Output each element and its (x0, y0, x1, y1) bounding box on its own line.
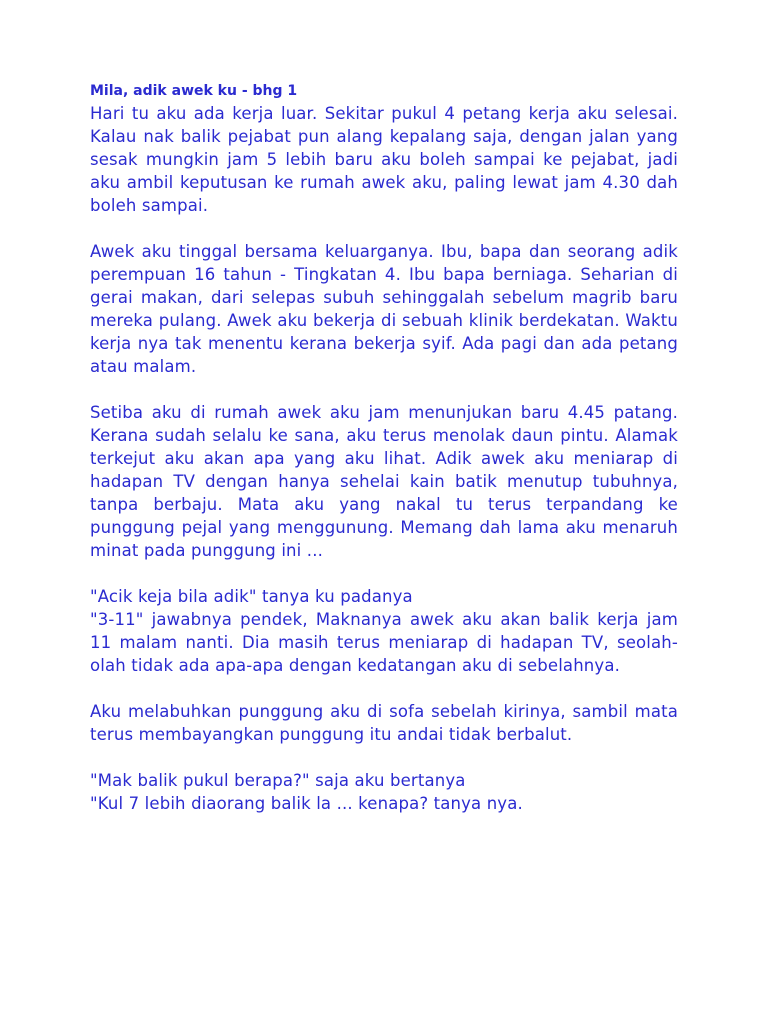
paragraph-4: "3-11" jawabnya pendek, Maknanya awek aku akan balik kerja jam 11 malam nanti. Dia masih terus meniarap di hadapan TV, seolah-olah tidak ada apa-apa dengan kedatangan aku di sebelahnya. (90, 610, 678, 675)
dialogue-line-2: "Mak balik pukul berapa?" saja aku bertanya (90, 771, 466, 790)
document-title: Mila, adik awek ku - bhg 1 (90, 83, 298, 99)
paragraph-5: Aku melabuhkan punggung aku di sofa sebelah kirinya, sambil mata terus membayangkan punggung itu andai tidak berbalut. (90, 702, 678, 744)
paragraph-1: Hari tu aku ada kerja luar. Sekitar pukul 4 petang kerja aku selesai. Kalau nak balik pejabat pun alang kepalang saja, dengan jalan yang sesak mungkin jam 5 lebih baru aku boleh sampai ke pejabat, jadi aku ambil keputusan ke rumah awek aku, paling lewat jam 4.30 dah boleh sampai. (90, 104, 678, 215)
dialogue-line-1: "Acik keja bila adik" tanya ku padanya (90, 587, 413, 606)
dialogue-line-3: "Kul 7 lebih diaorang balik la ... kenapa? tanya nya. (90, 794, 523, 813)
paragraph-2: Awek aku tinggal bersama keluarganya. Ibu, bapa dan seorang adik perempuan 16 tahun - Tingkatan 4. Ibu bapa berniaga. Seharian di gerai makan, dari selepas subuh sehinggalah sebelum magrib baru mereka pulang. Awek aku bekerja di sebuah klinik berdekatan. Waktu kerja nya tak menentu kerana bekerja syif. Ada pagi dan ada petang atau malam. (90, 242, 678, 376)
document-page (90, 82, 678, 838)
paragraph-3: Setiba aku di rumah awek aku jam menunjukan baru 4.45 patang. Kerana sudah selalu ke sana, aku terus menolak daun pintu. Alamak terkejut aku akan apa yang aku lihat. Adik awek aku meniarap di hadapan TV dengan hanya sehelai kain batik menutup tubuhnya, tanpa berbaju. Mata aku yang nakal tu terus terpandang ke punggung pejal yang menggunung. Memang dah lama aku menaruh minat pada punggung ini ... (90, 403, 678, 560)
